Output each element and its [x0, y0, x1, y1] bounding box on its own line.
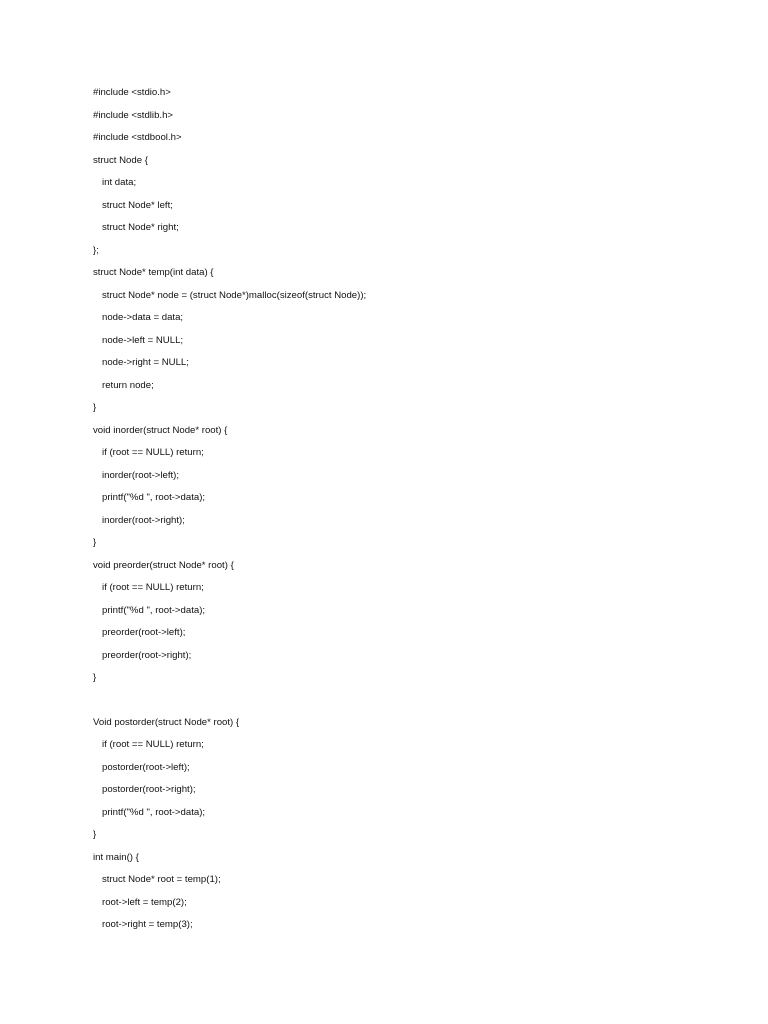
- code-line: if (root == NULL) return;: [102, 582, 204, 593]
- code-line: int main() {: [93, 851, 139, 863]
- code-line: inorder(root->left);: [102, 469, 180, 481]
- code-line: if (root == NULL) return;: [102, 739, 204, 750]
- code-line: printf("%d ", root->data);: [102, 806, 206, 818]
- code-line: inorder(root->right);: [102, 514, 185, 526]
- code-line: root->left = temp(2);: [102, 896, 187, 908]
- code-line: #include <stdlib.h>: [93, 109, 174, 121]
- code-line: node->right = NULL;: [102, 357, 189, 368]
- code-line: struct Node* temp(int data) {: [93, 267, 214, 278]
- blank-line: [93, 694, 366, 716]
- code-line: struct Node {: [93, 154, 148, 166]
- code-line: node->data = data;: [102, 312, 184, 323]
- code-line: node->left = NULL;: [102, 334, 184, 346]
- code-line: void inorder(struct Node* root) {: [93, 424, 228, 436]
- code-line: preorder(root->left);: [102, 627, 186, 638]
- code-line: postorder(root->right);: [102, 784, 196, 795]
- code-line: }: [93, 537, 97, 548]
- code-line: }: [93, 672, 97, 683]
- code-line: struct Node* node = (struct Node*)malloc(sizeof(struct Node));: [102, 289, 367, 301]
- code-line: return node;: [102, 379, 154, 391]
- code-listing: [93, 86, 366, 941]
- code-line: struct Node* left;: [102, 199, 173, 211]
- code-line: void preorder(struct Node* root) {: [93, 559, 234, 571]
- code-line: printf("%d ", root->data);: [102, 604, 206, 616]
- code-line: struct Node* root = temp(1);: [102, 874, 221, 885]
- code-line: struct Node* right;: [102, 222, 179, 233]
- code-line: preorder(root->right);: [102, 649, 192, 661]
- code-line: root->right = temp(3);: [102, 919, 193, 930]
- code-line: }: [93, 402, 97, 413]
- code-line: int data;: [102, 177, 137, 188]
- code-line: if (root == NULL) return;: [102, 447, 204, 458]
- code-line: printf("%d ", root->data);: [102, 492, 206, 503]
- code-line: #include <stdbool.h>: [93, 132, 182, 143]
- code-line: };: [93, 244, 99, 256]
- code-line: #include <stdio.h>: [93, 87, 171, 98]
- code-line: Void postorder(struct Node* root) {: [93, 716, 240, 728]
- code-line: }: [93, 829, 97, 840]
- code-line: postorder(root->left);: [102, 761, 190, 773]
